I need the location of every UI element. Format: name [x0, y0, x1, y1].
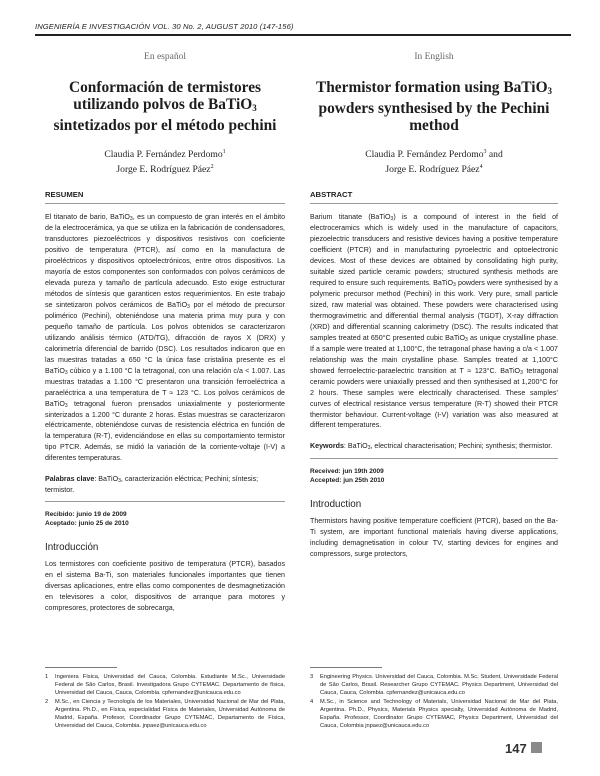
title-en-sub: 3	[547, 86, 553, 96]
footnote-rule-en	[310, 667, 382, 668]
author-2-mark-en: 4	[479, 164, 483, 171]
title-en-line1: Thermistor formation using BaTiO	[315, 79, 548, 96]
intro-text-es: Los termistores con coeficiente positivo de temperatura (PTCR), basados en el sistema Ba-Ti, son materiales funcionales importantes que tienen diversas aplicaciones, entre ellas como componentes de desmagnetización en televisores a color, dispositivos de arranque para motores y compresores, protectores de sobrecarga,	[45, 560, 285, 613]
abstract-es: El titanato de bario, BaTiO$_3$, es un compuesto de gran interés en el ámbito de la electrocerámica, ya que se utiliza en la fabricación de condensadores, transductores piezoeléctricos y dispositivos resistivos con coeficiente positivo de temperatura (PTCR), así como en la manufactura de piroeléctricos y dispositivos optoelectrónicos, entre otros dispositivos. La mayoría de estos componentes son conformados con polvos cerámicos de elevada pureza y tamaño de partícula adecuado. Esto exige estructurar métodos de síntesis que garanticen estos requerimientos. En este trabajo se sintetizaron polvos cerámicos de BaTiO$_3$ por el método de precursor polimérico (Pechini), obteniéndose una materia prima muy pura y con pequeño tamaño de partícula. Los polvos obtenidos se caracterizaron utilizando análisis térmico (ATD/TG), difracción de rayos X (DRX) y calorimetría diferencial de barrido (DSC). Los resultados indicaron que en las muestras tratadas a 650 °C la única fase cristalina presente es el BaTiO$_3$ cúbico y a 1.100 °C la tetragonal, con una relación c/a < 1.007. Las muestras tratadas a 1.100 °C presentaron una transición ferroeléctrica a paraeléctrica a una temperatura de T ≈ 123 °C. Los polvos cerámicos de BaTiO$_3$ tetragonal fueron prensados uniaxialmente y posteriormente sinterizados a 1.200 °C durante 2 horas. Estas muestras se caracterizaron eléctricamente, obteniéndose curvas de resistencia eléctrica en función de la temperatura (R-T), evidenciándose en ellas su comportamiento termistor tipo PTCR. Además, se midió la variación de la corriente-voltaje (I-V) a diferentes temperaturas.	[45, 213, 286, 463]
title-es-line2: utilizando polvos de BaTiO	[73, 96, 253, 113]
footnotes-en	[310, 667, 558, 731]
title-en-line2: powders synthesised by the Pechini	[318, 100, 550, 117]
dates-en	[310, 467, 558, 485]
keywords-en: Keywords: BaTiO$_3$, electrical characterisation; Pechini; synthesis; thermistor.	[310, 441, 558, 459]
page-marker-square	[531, 742, 542, 753]
author-2-es: Jorge E. Rodríguez Páez	[116, 164, 211, 176]
author-1-mark-es: 1	[222, 149, 226, 155]
title-en-line3: method	[409, 117, 459, 134]
language-label-es: En español	[144, 52, 186, 62]
author-1-en: Claudia P. Fernández Perdomo	[365, 149, 484, 161]
title-es-sub: 3	[252, 103, 257, 113]
abstract-en: Barium titanate (BaTiO$_3$) is a compound of interest in the field of electroceramics which is widely used in the manufacture of capacitors, piezoelectric transducers and resistive devices having a positive temperature coefficient (PTCR) and in manufacturing pyroelectric and optoelectronic devices. Most of these devices are obtained by consolidating high purity, suitable sized particle ceramic powders; structured synthesis methods are required to ensure such requirements. BaTiO$_3$ powders were synthesised by a polymeric precursor method (Pechini) in this work. Very pure, small particle sized, raw material was obtained. These powders were characterised using thermogravimetric and differential thermal analysis (TGDT), X-ray diffraction (XRD) and differential scanning calorimetry (DSC). The results indicated that samples treated at 650°C presented cubic BaTiO$_3$ as unique crystalline phase. If a sample were treated at 1,100°C, the tetragonal phase having a c/a < 1.007 relationship was the main crystalline phase. Samples treated at 1,100°C showed ferroelectric-paraelectric transition at T ≈ 123°C. BaTiO$_3$ tetragonal ceramic powders were uniaxially pressed and then synthesised at 1,200°C for 2 hours. These samples were electrically characterised. These samples’ curves of electrical resistance versus temperature (R-T) showed their PTCR thermistor behaviour. Current-voltage (I-V) variation was also measured at different temperatures.	[310, 213, 559, 430]
author-1-es: Claudia P. Fernández Perdomo	[104, 149, 223, 161]
footnote-4: 4 M.Sc., in Science and Technology of Materials, Universidad Nacional de Mar del Plata, Argentina. Ph.D., Physics, Materials Physics specialty, Universidad Autónoma de Madrid, España. Professor, Coordinator Grupo CYTEMAC, Physics Department, Universidad del Cauca, Colombia jnpaez@unicauca.edu.co	[310, 699, 558, 729]
footnote-rule-es	[45, 667, 117, 668]
footnote-3: 3 Engineering Physics. Universidad del Cauca, Colombia. M.Sc. Student, Universidade Federal de São Carlos, Brasil. Researcher Grupo CYTEMAC. Physics Department, Universidad del Cauca, Cauca, Colombia. cpfernandez@unicauca.edu.co	[310, 674, 558, 696]
english-column	[310, 52, 558, 560]
journal-header-bar	[35, 22, 571, 36]
footnote-1: 1 Ingeniera Física, Universidad del Cauca, Colombia. Estudiante M.Sc., Universidade Federal de São Carlos, Brasil. Investigadora Grupo CYTEMAC. Departamento de física, Universidad del Cauca, Cauca, Colombia. cpfernandez@unicauca.edu.co	[45, 674, 285, 696]
accepted-date-en: Accepted: jun 25th 2010	[310, 476, 385, 484]
received-date-en: Received: jun 19th 2009	[310, 467, 384, 475]
footnote-2: 2 M.Sc., en Ciencia y Tecnología de los Materiales, Universidad Nacional de Mar del Plata, Argentina. Ph.D., en Física, especialidad Física de Materiales, Universidad Autónoma de Madrid, España. Profesor, Coordinador Grupo CYTEMAC, Departamento de Física, Universidad del Cauca, Colombia. jnpaez@unicauca.edu.co	[45, 699, 285, 729]
spanish-column	[45, 52, 285, 614]
title-es	[45, 79, 285, 134]
accepted-date-es: Aceptado: junio 25 de 2010	[45, 520, 129, 528]
title-es-line1: Conformación de termistores	[68, 79, 262, 96]
received-date-es: Recibido: junio 19 de 2009	[45, 511, 127, 519]
keywords-es: Palabras clave: BaTiO$_3$, caracterización eléctrica; Pechini; síntesis; termistor.	[45, 474, 285, 502]
authors-es	[45, 146, 285, 176]
dates-es	[45, 510, 285, 528]
title-en	[310, 79, 558, 134]
keywords-label-en: Keywords	[310, 442, 344, 451]
intro-heading-es: Introducción	[45, 542, 99, 554]
page-number: 147	[505, 741, 527, 756]
author-2-en: Jorge E. Rodríguez Páez	[385, 164, 480, 176]
language-label-en: In English	[414, 52, 454, 62]
abstract-heading-en: ABSTRACT	[310, 190, 558, 204]
intro-heading-en: Introduction	[310, 498, 362, 510]
journal-header: INGENIERÍA E INVESTIGACIÓN VOL. 30 No. 2, AUGUST 2010 (147-156)	[35, 22, 294, 31]
authors-en	[310, 146, 558, 176]
title-es-line3: sintetizados por el método pechini	[53, 117, 277, 134]
intro-text-en: Thermistors having positive temperature coefficient (PTCR), based on the Ba-Ti system, are important functional materials having diverse applications, including demagnetisation in colour TV, starting devices for engines and compressors, surge protectors,	[310, 516, 558, 558]
abstract-heading-es: RESUMEN	[45, 190, 285, 204]
authors-and: and	[486, 149, 503, 161]
footnotes-es	[45, 667, 285, 731]
keywords-label-es: Palabras clave	[45, 475, 95, 484]
author-1-mark-en: 3	[483, 149, 487, 155]
author-2-mark-es: 2	[210, 164, 214, 171]
